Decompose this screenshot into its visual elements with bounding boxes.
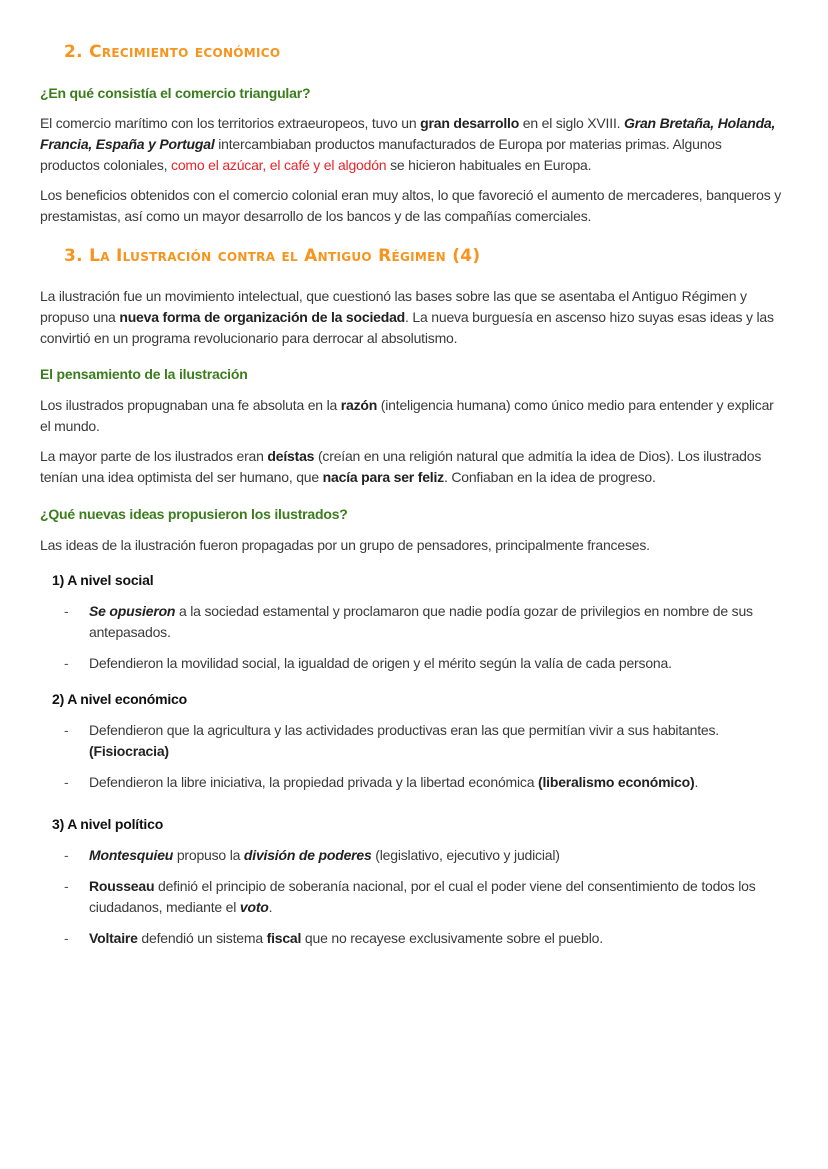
emphasized-text: (liberalismo económico)	[538, 774, 695, 790]
emphasized-text: Voltaire	[89, 930, 138, 946]
text-run: ¿En qué consistía el comercio triangular?	[40, 85, 311, 101]
emphasized-text: Rousseau	[89, 878, 155, 894]
text-run: . La nueva burguesía en ascenso hizo suyas esas ideas y las convirtió en un programa revolucionario para derrocar al absolutismo.	[40, 309, 774, 346]
text-run: definió el principio de soberanía nacional, por el cual el poder viene del consentimiento de todos los ciudadanos, mediante el	[89, 878, 756, 915]
emphasized-text: Gran Bretaña, Holanda, Francia, España y Portugal	[40, 115, 776, 152]
paragraph	[40, 113, 785, 176]
text-run: (legislativo, ejecutivo y judicial)	[371, 847, 560, 863]
text-run: 2. Crecimiento económico	[64, 42, 281, 62]
section-heading	[64, 245, 809, 267]
text-run: ¿Qué nuevas ideas propusieron los ilustrados?	[40, 506, 348, 522]
paragraph	[40, 395, 785, 437]
emphasized-text: división de poderes	[243, 847, 372, 863]
text-run: Los beneficios obtenidos con el comercio colonial eran muy altos, lo que favoreció el aumento de mercaderes, banqueros y prestamistas, así como un mayor desarrollo de los bancos y de las compañías comerciales.	[40, 187, 781, 224]
emphasized-text: razón	[340, 397, 378, 413]
emphasized-text: nueva forma de organización de la sociedad	[119, 309, 406, 325]
numbered-heading	[52, 570, 797, 591]
list-item	[64, 653, 788, 674]
numbered-heading	[52, 814, 797, 835]
paragraph	[40, 535, 785, 556]
dash-bullet-icon: -	[64, 878, 69, 894]
emphasized-text: Se opusieron	[89, 603, 176, 619]
text-run: El comercio marítimo con los territorios extraeuropeos, tuvo un	[40, 115, 421, 131]
paragraph	[40, 185, 785, 227]
text-run: La mayor parte de los ilustrados eran	[40, 448, 268, 464]
text-run: defendió un sistema	[137, 930, 267, 946]
emphasized-text: nacía para ser feliz	[322, 469, 444, 485]
list-item	[64, 601, 788, 643]
text-run: .	[694, 774, 699, 790]
text-run: se hicieron habituales en Europa.	[386, 157, 592, 173]
paragraph	[40, 286, 785, 349]
text-run: El pensamiento de la ilustración	[40, 366, 248, 382]
highlighted-text: como el azúcar, el café y el algodón	[171, 157, 387, 173]
dash-bullet-icon: -	[64, 722, 69, 738]
text-run: propuso la	[173, 847, 244, 863]
text-run: (inteligencia humana) como único medio para entender y explicar el mundo.	[40, 397, 774, 434]
text-run: La ilustración fue un movimiento intelectual, que cuestionó las bases sobre las que se asentaba el Antiguo Régimen y propuso una	[40, 288, 747, 325]
list-item	[64, 876, 788, 918]
text-run: . Confiaban en la idea de progreso.	[443, 469, 656, 485]
dash-bullet-icon: -	[64, 930, 69, 946]
emphasized-text: gran desarrollo	[420, 115, 520, 131]
emphasized-text: deístas	[267, 448, 315, 464]
text-run: Defendieron la movilidad social, la igualdad de origen y el mérito según la valía de cada persona.	[89, 655, 672, 671]
dash-bullet-icon: -	[64, 847, 69, 863]
text-run: .	[268, 899, 273, 915]
list-item	[64, 772, 788, 793]
emphasized-text: fiscal	[266, 930, 302, 946]
emphasized-text: voto	[239, 899, 269, 915]
section-heading	[64, 41, 809, 63]
text-run: que no recayese exclusivamente sobre el pueblo.	[301, 930, 603, 946]
text-run: Los ilustrados propugnaban una fe absoluta en la	[40, 397, 341, 413]
dash-bullet-icon: -	[64, 774, 69, 790]
text-run: Defendieron que la agricultura y las actividades productivas eran las que permitían vivir a sus habitantes.	[89, 722, 719, 738]
text-run: 3. La Ilustración contra el Antiguo Régimen (4)	[64, 246, 481, 266]
emphasized-text: (Fisiocracia)	[89, 743, 169, 759]
text-run: Las ideas de la ilustración fueron propagadas por un grupo de pensadores, principalmente franceses.	[40, 537, 650, 553]
dash-bullet-icon: -	[64, 655, 69, 671]
list-item	[64, 720, 788, 762]
dash-bullet-icon: -	[64, 603, 69, 619]
text-run: Defendieron la libre iniciativa, la propiedad privada y la libertad económica	[89, 774, 538, 790]
subheading	[40, 83, 785, 104]
text-run: (creían en una religión natural que admitía la idea de Dios). Los ilustrados tenían una idea optimista del ser humano, que	[40, 448, 762, 485]
text-run: en el siglo XVIII.	[519, 115, 625, 131]
list-item	[64, 928, 788, 949]
numbered-heading	[52, 689, 797, 710]
text-run: 2) A nivel económico	[52, 691, 187, 707]
text-run: 1) A nivel social	[52, 572, 154, 588]
text-run: a la sociedad estamental y proclamaron que nadie podía gozar de privilegios en nombre de sus antepasados.	[89, 603, 753, 640]
list-item	[64, 845, 788, 866]
subheading	[40, 364, 785, 385]
text-run: 3) A nivel político	[52, 816, 164, 832]
paragraph	[40, 446, 785, 488]
emphasized-text: Montesquieu	[89, 847, 174, 863]
subheading	[40, 504, 785, 525]
text-run: intercambiaban productos manufacturados de Europa por materias primas. Algunos productos coloniales,	[40, 136, 722, 173]
